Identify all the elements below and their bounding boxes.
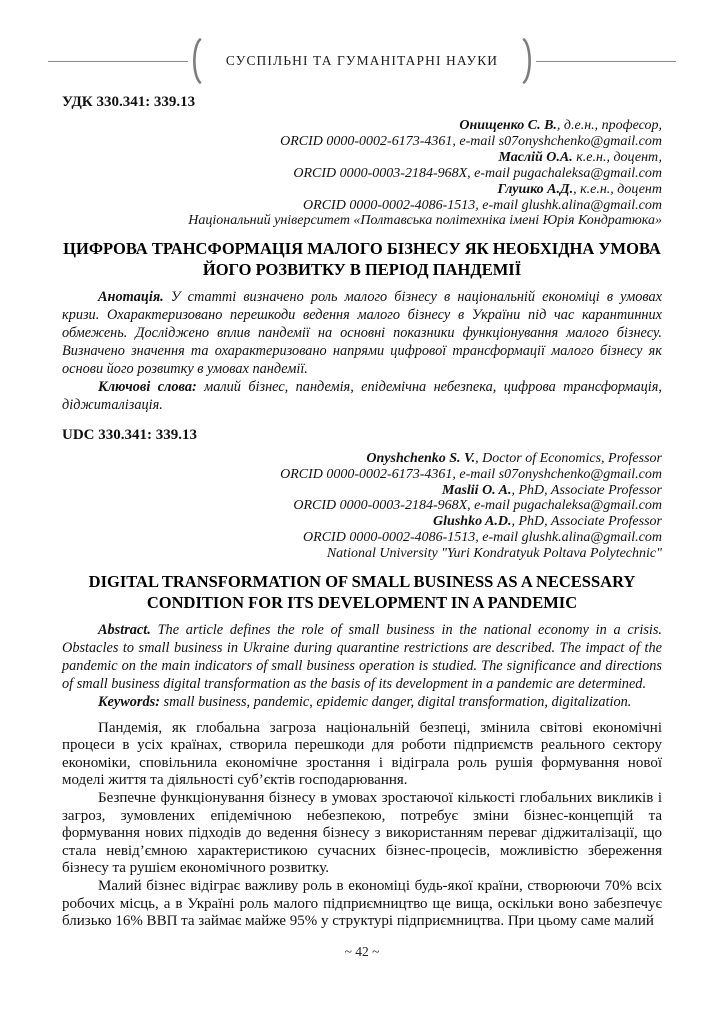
keywords-label: Ключові слова: xyxy=(98,378,197,395)
keywords-text: small business, pandemic, epidemic danger, digital transformation, digitalization. xyxy=(159,693,632,710)
author-degree: , Doctor of Economics, Professor xyxy=(475,450,662,466)
body-paragraph: Пандемія, як глобальна загроза національній безпеці, змінила світові економічні процеси в усіх країнах, створила перешкоди для роботи підприємств реального сектору економіки, сповільнила економічне зростання і відіграла роль рушія формування нової моделі життя та діяльності суб’єктів господарювання. xyxy=(62,719,662,789)
abstract-ua xyxy=(62,289,662,379)
affiliation-line: National University "Yuri Kondratyuk Poltava Polytechnic" xyxy=(326,546,662,562)
author-line xyxy=(62,118,662,134)
body-paragraph: Малий бізнес відіграє важливу роль в економіці будь-якої країни, створюючи 70% всіх робочих місць, а в Україні роль малого підприємництво ще вища, оскільки воно забезпечує близько 16% ВВП та займає майже 95% у структурі підприємництва. При цьому саме малий xyxy=(62,877,662,930)
page-number: ~ 42 ~ xyxy=(344,944,380,959)
author-name: Глушко А.Д. xyxy=(497,181,574,197)
author-line xyxy=(62,483,662,499)
author-name: Маслій О.А. xyxy=(498,149,573,165)
udk-line: УДК 330.341: 339.13 xyxy=(62,94,196,110)
author-name: Maslii O. A. xyxy=(442,482,512,498)
abstract-en xyxy=(62,622,662,694)
article-title-en: DIGITAL TRANSFORMATION OF SMALL BUSINESS AS A NECESSARY CONDITION FOR ITS DEVELOPMENT IN A PANDEMIC xyxy=(88,572,636,613)
orcid-line: ORCID 0000-0002-6173-4361, e-mail s07onyshchenko@gmail.com xyxy=(280,466,662,482)
orcid-line: ORCID 0000-0003-2184-968X, e-mail pugachaleksa@gmail.com xyxy=(293,165,662,181)
orcid-line: ORCID 0000-0002-4086-1513, e-mail glushk.alina@gmail.com xyxy=(303,197,662,213)
abstract-label: Abstract. xyxy=(98,622,151,639)
body-paragraph: Безпечне функціонування бізнесу в умовах зростаючої кількості глобальних викликів і загроз, зумовлених епідемічною небезпекою, потребує зміни бізнес-концепцій та формування нових підходів до ведення бізнесу з використанням переваг діджиталізації, що стала невід’ємною характеристикою сучасних бізнес-процесів, можливістю збереження бізнесу та рушієм економічного розвитку. xyxy=(62,789,662,877)
author-name: Glushko A.D. xyxy=(433,514,512,530)
abstract-text: У статті визначено роль малого бізнесу в національній економіці в умовах кризи. Охарактеризовано перешкоди ведення малого бізнесу в України під час карантинних обмежень. Досліджено вплив пандемії на основні показники функціонування малого бізнесу. Визначено значення та охарактеризовано напрями цифрової трансформації малого бізнесу як основи його розвитку в умовах пандемії. xyxy=(62,289,662,377)
orcid-line: ORCID 0000-0002-4086-1513, e-mail glushk.alina@gmail.com xyxy=(303,530,662,546)
author-degree: , PhD, Associate Professor xyxy=(511,482,662,498)
abstract-block-en xyxy=(62,622,662,712)
right-rule xyxy=(536,61,676,62)
keywords-en xyxy=(62,694,662,712)
right-bracket-icon xyxy=(522,38,536,84)
keywords-ua xyxy=(62,379,662,415)
abstract-label: Анотація. xyxy=(98,289,164,306)
author-name: Онищенко С. В. xyxy=(459,118,557,133)
author-line xyxy=(62,451,662,467)
author-degree: , к.е.н., доцент xyxy=(573,181,662,197)
section-title: СУСПІЛЬНІ ТА ГУМАНІТАРНІ НАУКИ xyxy=(225,53,499,68)
author-name: Onyshchenko S. V. xyxy=(366,450,476,466)
left-rule xyxy=(48,61,188,62)
authors-block-ua xyxy=(62,118,662,229)
affiliation-line: Національний університет «Полтавська політехніка імені Юрія Кондратюка» xyxy=(188,213,662,229)
author-line xyxy=(62,182,662,198)
article-body xyxy=(62,720,662,931)
orcid-line: ORCID 0000-0003-2184-968X, e-mail pugachaleksa@gmail.com xyxy=(293,498,662,514)
author-degree: к.е.н., доцент, xyxy=(572,149,662,165)
left-bracket-icon xyxy=(188,38,202,84)
journal-section-header xyxy=(48,38,676,84)
author-line xyxy=(62,514,662,530)
author-degree: , PhD, Associate Professor xyxy=(511,514,662,530)
author-degree: , д.е.н., професор, xyxy=(556,118,662,133)
authors-block-en xyxy=(62,451,662,562)
udc-line: UDC 330.341: 339.13 xyxy=(62,426,197,443)
abstract-block-ua xyxy=(62,289,662,414)
keywords-label: Keywords: xyxy=(98,693,160,710)
author-line xyxy=(62,150,662,166)
keywords-text: малий бізнес, пандемія, епідемічна небезпека, цифрова трансформація, діджиталізація. xyxy=(62,378,662,413)
orcid-line: ORCID 0000-0002-6173-4361, e-mail s07onyshchenko@gmail.com xyxy=(280,133,662,149)
abstract-text: The article defines the role of small business in the national economy in a crisis. Obstacles to small business in Ukraine during quarantine restrictions are described. The impact of the pandemic on the main indicators of small business operation is studied. The significance and directions of small business digital transformation as the basis of its development in a pandemic are determined. xyxy=(62,622,662,692)
article-title-ua: ЦИФРОВА ТРАНСФОРМАЦІЯ МАЛОГО БІЗНЕСУ ЯК НЕОБХІДНА УМОВА ЙОГО РОЗВИТКУ В ПЕРІОД ПАНДЕМІЇ xyxy=(63,239,661,280)
